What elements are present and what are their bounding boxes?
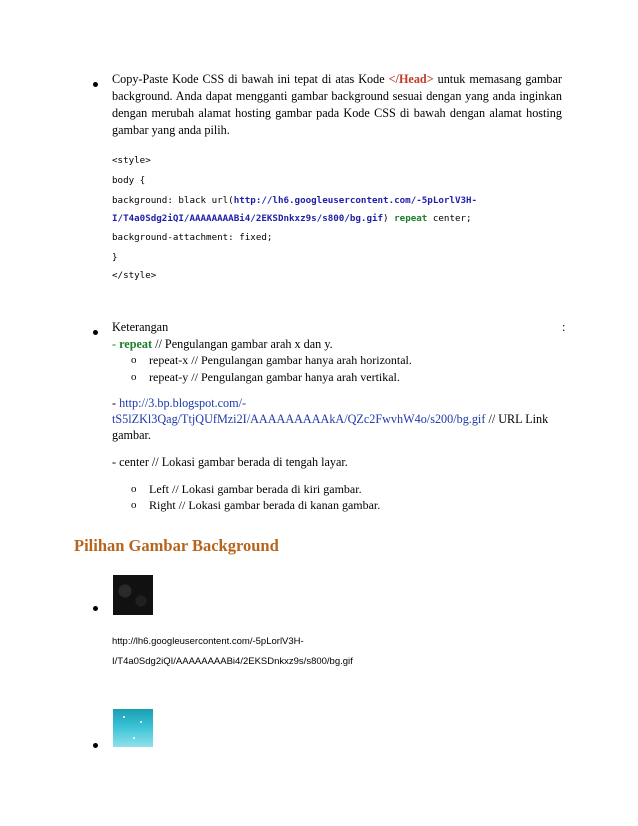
url-link-part1[interactable]: http://3.bp.blogspot.com/- — [119, 396, 247, 410]
url-dash: - — [112, 396, 120, 410]
image-url-line-1: http://lh6.googleusercontent.com/-5pLorlV3H- — [112, 636, 304, 647]
sub-list-item: repeat-x // Pengulangan gambar hanya arah horizontal. — [149, 353, 412, 367]
instruction-suffix: untuk memasang gambar background. Anda dapat mengganti gambar background sesuai dengan yang anda inginkan dengan merubah alamat hosting gambar pada Kode CSS di bawah dengan alamat hosting gambar yang anda pilih. — [112, 72, 562, 137]
code-line-6: } — [112, 252, 118, 263]
head-tag: </Head> — [388, 72, 434, 86]
url-desc: // URL Link — [485, 412, 549, 426]
code-center: center; — [427, 213, 472, 224]
repeat-dash: - — [112, 337, 120, 351]
section-heading: Pilihan Gambar Background — [74, 536, 279, 555]
circle-bullet: o — [131, 499, 137, 511]
sparkle — [133, 737, 135, 739]
code-line-4 — [112, 213, 472, 225]
sparkle — [140, 721, 142, 723]
blue-background-thumbnail[interactable] — [113, 709, 153, 747]
code-line-3 — [112, 195, 477, 207]
list-bullet — [93, 743, 98, 748]
repeat-desc: // Pengulangan gambar arah x dan y. — [152, 337, 333, 351]
circle-bullet: o — [131, 371, 137, 383]
url-line-1 — [112, 395, 246, 412]
code-line-7: </style> — [112, 270, 157, 281]
url-line-2 — [112, 411, 548, 428]
code-background-prop: background: black url( — [112, 195, 234, 206]
sparkle — [123, 716, 125, 718]
code-url-part1: http://lh6.googleusercontent.com/-5pLorlV3H- — [233, 195, 478, 206]
code-line-2: body { — [112, 175, 146, 186]
code-line-1: <style> — [112, 155, 151, 166]
repeat-word: repeat — [119, 337, 153, 351]
code-repeat-keyword: repeat — [394, 213, 428, 224]
code-url-part2: I/T4a0Sdg2iQI/AAAAAAAABi4/2EKSDnkxz9s/s800/bg.gif — [112, 213, 384, 224]
instruction-paragraph — [112, 71, 562, 139]
instruction-prefix: Copy-Paste Kode CSS di bawah ini tepat di atas Kode — [112, 72, 389, 86]
keterangan-colon: : — [562, 320, 566, 334]
list-bullet — [93, 330, 98, 335]
circle-bullet: o — [131, 354, 137, 366]
sub-list-item: Left // Lokasi gambar berada di kiri gambar. — [149, 482, 362, 496]
url-line-3: gambar. — [112, 428, 151, 442]
circle-bullet: o — [131, 483, 137, 495]
center-line: - center // Lokasi gambar berada di tengah layar. — [112, 455, 348, 469]
code-line-5: background-attachment: fixed; — [112, 232, 273, 243]
list-bullet — [93, 82, 98, 87]
repeat-line — [112, 336, 333, 353]
dark-background-thumbnail[interactable] — [113, 575, 153, 615]
keterangan-title: Keterangan — [112, 320, 169, 334]
code-paren: ) — [383, 213, 395, 224]
url-link-part2[interactable]: tS5lZKl3Qag/TtjQUfMzi2I/AAAAAAAAAkA/QZc2FwvhW4o/s200/bg.gif — [112, 412, 486, 426]
list-bullet — [93, 606, 98, 611]
sub-list-item: Right // Lokasi gambar berada di kanan gambar. — [149, 498, 381, 512]
sub-list-item: repeat-y // Pengulangan gambar hanya arah vertikal. — [149, 370, 400, 384]
image-url-line-2: I/T4a0Sdg2iQI/AAAAAAAABi4/2EKSDnkxz9s/s800/bg.gif — [112, 656, 353, 667]
